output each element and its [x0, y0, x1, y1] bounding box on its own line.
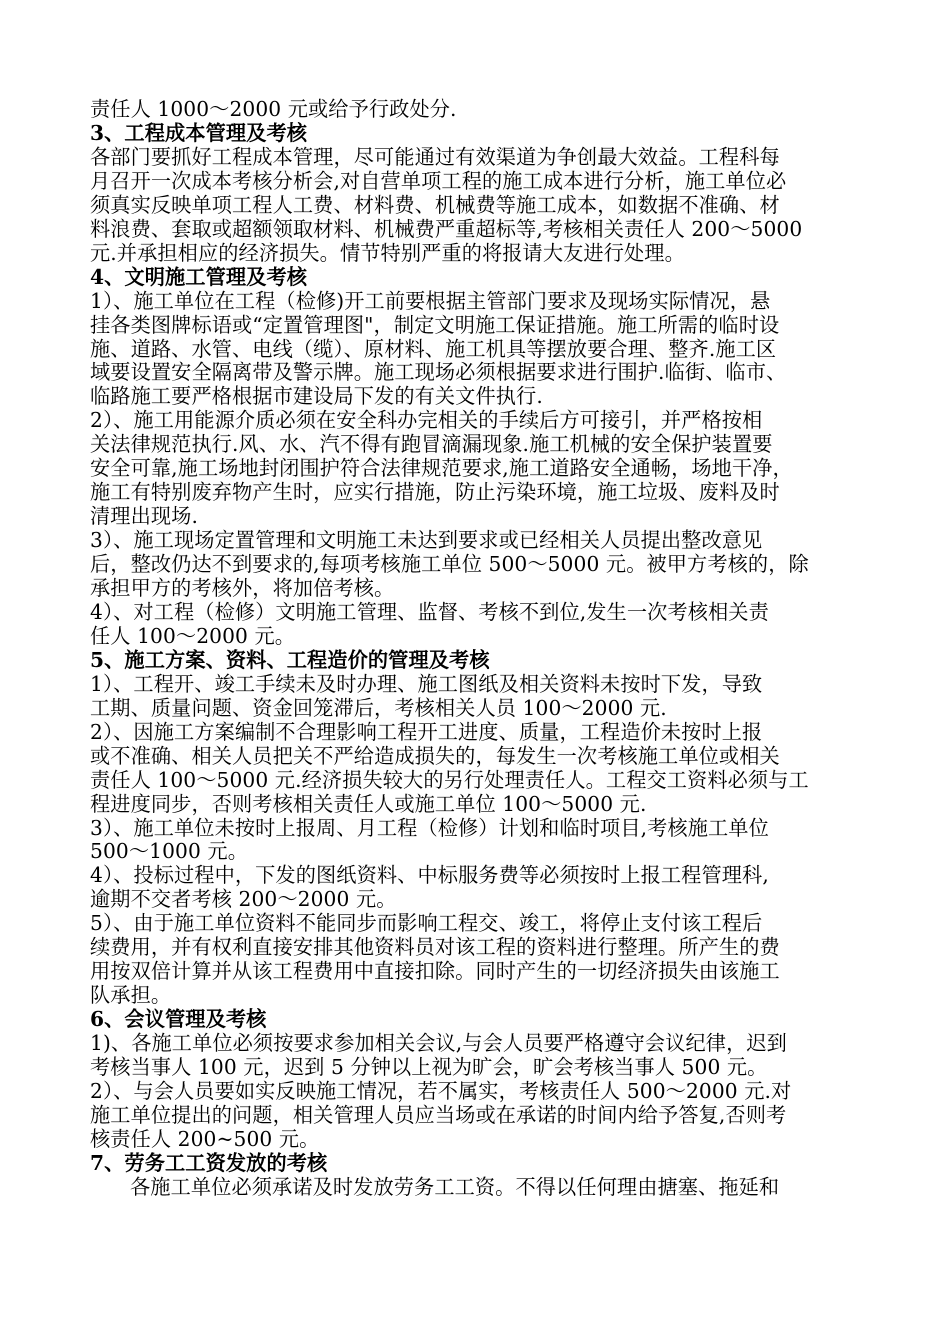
text-line: 责任人 1000～2000 元或给予行政处分.: [90, 97, 457, 121]
section-heading: 3、工程成本管理及考核: [90, 120, 308, 145]
text-line: 施工单位提出的问题，相关管理人员应当场或在承诺的时间内给予答复,否则考: [90, 1102, 787, 1127]
text-line: 月召开一次成本考核分析会,对自营单项工程的施工成本进行分析，施工单位必: [90, 168, 787, 193]
text-line: 1）、施工单位在工程（检修)开工前要根据主管部门要求及现场实际情况，悬: [90, 288, 771, 313]
text-line: 清理出现场.: [90, 504, 198, 529]
text-line: 1）、工程开、竣工手续未及时办理、施工图纸及相关资料未按时下发，导致: [90, 671, 763, 696]
text-line: 须真实反映单项工程人工费、材料费、机械费等施工成本，如数据不准确、材: [90, 192, 780, 217]
text-line: 2）、与会人员要如实反映施工情况，若不属实，考核责任人 500～2000 元.对: [90, 1078, 792, 1103]
text-line: 施工有特别废弃物产生时，应实行措施，防止污染环境，施工垃圾、废料及时: [90, 480, 780, 505]
text-line: 5）、由于施工单位资料不能同步而影响工程交、竣工，将停止支付该工程后: [90, 911, 763, 936]
text-line: 后，整改仍达不到要求的,每项考核施工单位 500～5000 元。被甲方考核的，除: [90, 552, 809, 577]
text-line: 元.并承担相应的经济损失。情节特别严重的将报请大友进行处理。: [90, 240, 685, 265]
text-line: 各施工单位必须承诺及时发放劳务工工资。不得以任何理由搪塞、拖延和: [130, 1174, 780, 1199]
text-line: 4）、对工程（检修）文明施工管理、监督、考核不到位,发生一次考核相关责: [90, 599, 769, 624]
text-line: 3）、施工现场定置管理和文明施工未达到要求或已经相关人员提出整改意见: [90, 528, 763, 553]
text-line: 500～1000 元。: [90, 839, 248, 864]
section-heading: 4、文明施工管理及考核: [90, 264, 308, 289]
section-heading: 5、施工方案、资料、工程造价的管理及考核: [90, 647, 490, 672]
text-line: 域要设置安全隔离带及警示牌。施工现场必须根据要求进行围护.临街、临市、: [90, 360, 787, 385]
text-line: 核责任人 200~500 元。: [90, 1126, 320, 1151]
text-line: 任人 100～2000 元。: [90, 623, 296, 648]
text-line: 挂各类图牌标语或“定置管理图"，制定文明施工保证措施。施工所需的临时设: [90, 312, 780, 337]
text-line: 料浪费、套取或超额领取材料、机械费严重超标等,考核相关责任人 200～5000: [90, 216, 803, 241]
text-line: 3）、施工单位未按时上报周、月工程（检修）计划和临时项目,考核施工单位: [90, 815, 769, 840]
text-line: 2）、施工用能源介质必须在安全科办完相关的手续后方可接引，并严格按相: [90, 408, 763, 433]
text-line: 责任人 100～5000 元.经济损失较大的另行处理责任人。工程交工资料必须与工: [90, 767, 809, 792]
text-line: 2）、因施工方案编制不合理影响工程开工进度、质量，工程造价未按时上报: [90, 719, 763, 744]
text-line: 各部门要抓好工程成本管理，尽可能通过有效渠道为争创最大效益。工程科每: [90, 144, 780, 169]
text-line: 1)、各施工单位必须按要求参加相关会议,与会人员要严格遵守会议纪律，迟到: [90, 1031, 787, 1056]
text-line: 逾期不交者考核 200～2000 元。: [90, 887, 397, 912]
text-line: 续费用，并有权利直接安排其他资料员对该工程的资料进行整理。所产生的费: [90, 935, 780, 960]
text-line: 临路施工要严格根据市建设局下发的有关文件执行.: [90, 384, 543, 409]
text-line: 安全可靠,施工场地封闭围护符合法律规范要求,施工道路安全通畅，场地干净，: [90, 456, 793, 481]
text-line: 或不准确、相关人员把关不严给造成损失的，每发生一次考核施工单位或相关: [90, 743, 780, 768]
text-line: 承担甲方的考核外，将加倍考核。: [90, 576, 395, 600]
text-line: 关法律规范执行.风、水、汽不得有跑冒滴漏现象.施工机械的安全保护装置要: [90, 432, 773, 457]
text-line: 施、道路、水管、电线（缆）、原材料、施工机具等摆放要合理、整齐.施工区: [90, 336, 777, 361]
text-line: 程进度同步，否则考核相关责任人或施工单位 100～5000 元.: [90, 791, 647, 816]
text-line: 队承担。: [90, 983, 172, 1008]
text-line: 工期、质量问题、资金回笼滞后，考核相关人员 100～2000 元.: [90, 695, 667, 720]
section-heading: 7、劳务工工资发放的考核: [90, 1150, 328, 1175]
section-heading: 6、会议管理及考核: [90, 1007, 267, 1032]
text-line: 用按双倍计算并从该工程费用中直接扣除。同时产生的一切经济损失由该施工: [90, 959, 780, 984]
text-line: 4）、投标过程中，下发的图纸资料、中标服务费等必须按时上报工程管理科,: [90, 863, 769, 888]
text-line: 考核当事人 100 元，迟到 5 分钟以上视为旷会，旷会考核当事人 500 元。: [90, 1055, 768, 1079]
